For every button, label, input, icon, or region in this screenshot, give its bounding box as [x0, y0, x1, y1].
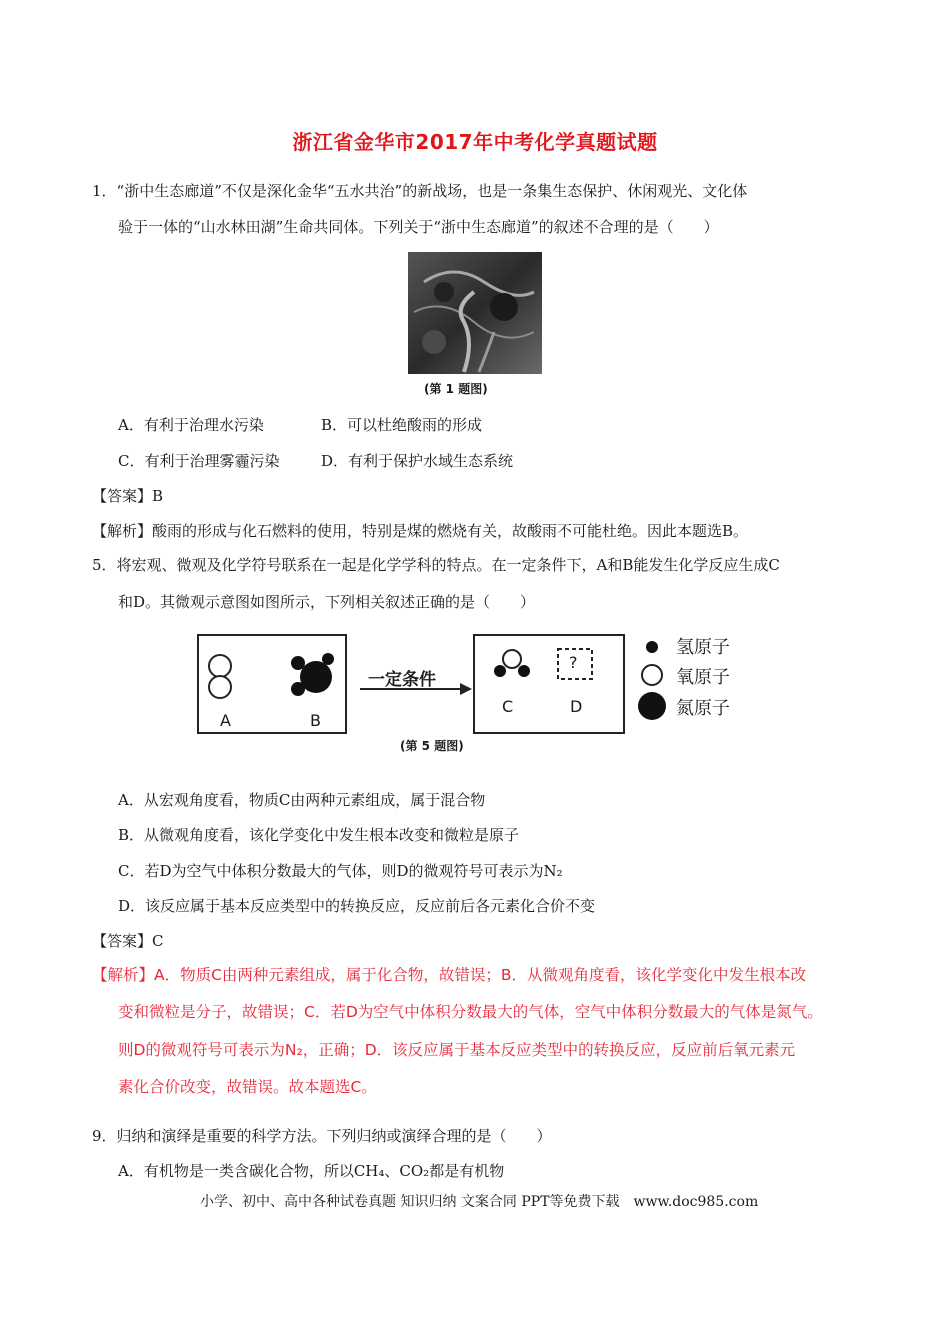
q5-option-c: C．若D为空气中体积分数最大的气体，则D的微观符号可表示为N₂	[118, 862, 563, 880]
q5-analysis-line2: 变和微粒是分子，故错误；C．若D为空气中体积分数最大的气体，空气中体积分数最大的气体是氮气。	[118, 1003, 823, 1021]
legend-oxygen: 氧原子	[676, 667, 730, 688]
q5-line1: 5．将宏观、微观及化学符号联系在一起是化学学科的特点。在一定条件下，A和B能发生化学反应生成C	[92, 556, 780, 574]
diagram-label-b: B	[310, 711, 321, 730]
q9-line1: 9．归纳和演绎是重要的科学方法。下列归纳或演绎合理的是（ ）	[92, 1127, 552, 1145]
q1-option-b: B．可以杜绝酸雨的形成	[321, 416, 483, 434]
diagram-label-d: D	[570, 697, 583, 716]
diagram-question-mark: ?	[569, 653, 578, 672]
q5-analysis-line4: 素化合价改变，故错误。故本题选C。	[118, 1078, 377, 1096]
q5-analysis-line1: 【解析】A．物质C由两种元素组成，属于化合物，故错误；B．从微观角度看，该化学变化中发生根本改	[92, 966, 807, 984]
q5-option-a: A．从宏观角度看，物质C由两种元素组成，属于混合物	[118, 791, 486, 809]
legend-hydrogen: 氢原子	[676, 637, 730, 658]
q5-diagram	[190, 625, 760, 760]
q5-option-d: D．该反应属于基本反应类型中的转换反应，反应前后各元素化合价不变	[118, 897, 596, 915]
q5-option-b: B．从微观角度看，该化学变化中发生根本改变和微粒是原子	[118, 826, 520, 844]
reaction-diagram	[190, 625, 760, 760]
page-title: 浙江省金华市2017年中考化学真题试题	[292, 130, 658, 154]
q5-line2: 和D。其微观示意图如图所示，下列相关叙述正确的是（ ）	[118, 593, 536, 611]
q5-analysis-line3: 则D的微观符号可表示为N₂，正确；D．该反应属于基本反应类型中的转换反应，反应前后氧元素元	[118, 1041, 796, 1059]
q1-figure	[404, 252, 544, 404]
q1-figure-caption: (第 1 题图)	[424, 382, 488, 396]
page-footer: 小学、初中、高中各种试卷真题 知识归纳 文案合同 PPT等免费下载 www.doc985.com	[200, 1194, 759, 1210]
diagram-label-c: C	[502, 697, 514, 716]
q5-answer: 【答案】C	[92, 932, 164, 950]
diagram-arrow-label: 一定条件	[368, 670, 436, 690]
q1-option-a: A．有利于治理水污染	[118, 416, 264, 434]
diagram-label-a: A	[220, 711, 231, 730]
q5-figure-caption: (第 5 题图)	[400, 739, 464, 753]
q1-option-c: C．有利于治理雾霾污染	[118, 452, 280, 470]
legend-nitrogen: 氮原子	[676, 698, 730, 719]
q1-analysis: 【解析】酸雨的形成与化石燃料的使用，特别是煤的燃烧有关，故酸雨不可能杜绝。因此本题选B。	[92, 522, 749, 540]
q1-line2: 验于一体的“山水林田湖”生命共同体。下列关于“浙中生态廊道”的叙述不合理的是（ ）	[118, 218, 719, 236]
q1-option-d: D．有利于保护水域生态系统	[321, 452, 514, 470]
q1-answer: 【答案】B	[92, 487, 164, 505]
q9-option-a: A．有机物是一类含碳化合物，所以CH₄、CO₂都是有机物	[118, 1162, 505, 1180]
q1-line1: 1．“浙中生态廊道”不仅是深化金华“五水共治”的新战场，也是一条集生态保护、休闲观光、文化体	[92, 182, 748, 200]
